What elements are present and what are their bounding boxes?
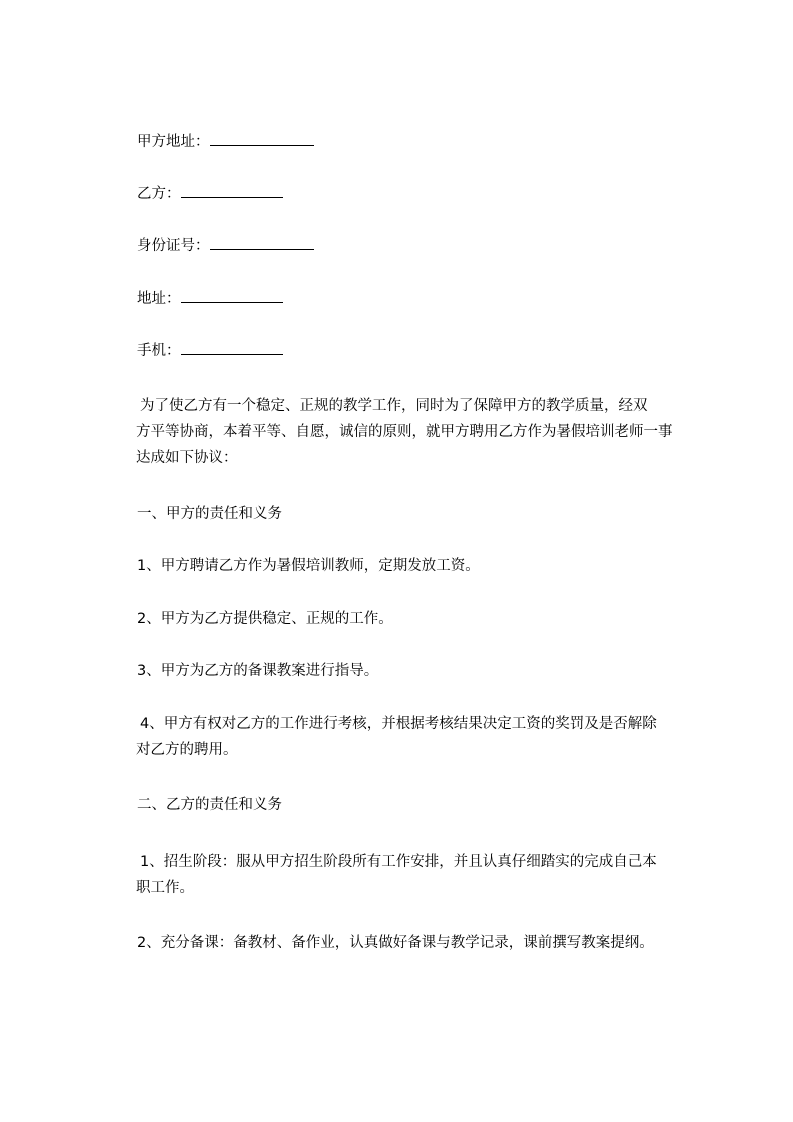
intro-line-1: 为了使乙方有一个稳定、正规的教学工作，同时为了保障甲方的教学质量，经双 bbox=[140, 398, 648, 414]
party-a-address-label: 甲方地址： bbox=[137, 134, 210, 150]
party-a-address-blank bbox=[210, 132, 314, 146]
section-b-heading: 二、乙方的责任和义务 bbox=[137, 797, 282, 813]
section-a-heading: 一、甲方的责任和义务 bbox=[137, 506, 282, 522]
section-a-item-4-line-1: 4、甲方有权对乙方的工作进行考核，并根据考核结果决定工资的奖罚及是否解除 bbox=[140, 716, 657, 732]
phone-blank bbox=[181, 341, 283, 355]
phone-label: 手机： bbox=[137, 343, 181, 359]
section-a-item-4-line-2: 对乙方的聘用。 bbox=[136, 742, 238, 758]
intro-paragraph bbox=[136, 393, 676, 471]
id-number-blank bbox=[210, 236, 314, 250]
address-blank bbox=[181, 289, 283, 303]
section-a-item-4 bbox=[136, 711, 676, 763]
section-b-item-2: 2、充分备课：备教材、备作业，认真做好备课与教学记录，课前撰写教案提纲。 bbox=[137, 935, 654, 951]
intro-line-3: 达成如下协议： bbox=[136, 450, 238, 466]
party-b-label: 乙方： bbox=[137, 186, 181, 202]
party-a-address-line bbox=[137, 132, 314, 152]
section-a-item-1: 1、甲方聘请乙方作为暑假培训教师，定期发放工资。 bbox=[137, 558, 480, 574]
section-b-item-1-line-1: 1、招生阶段：服从甲方招生阶段所有工作安排，并且认真仔细踏实的完成自己本 bbox=[140, 854, 657, 870]
address-line bbox=[137, 289, 283, 309]
party-b-blank bbox=[181, 184, 283, 198]
section-a-item-3: 3、甲方为乙方的备课教案进行指导。 bbox=[137, 663, 379, 679]
section-b-item-1 bbox=[136, 849, 676, 901]
party-b-line bbox=[137, 184, 283, 204]
intro-line-2: 方平等协商，本着平等、自愿，诚信的原则，就甲方聘用乙方作为暑假培训老师一事 bbox=[136, 424, 673, 440]
address-label: 地址： bbox=[137, 291, 181, 307]
id-number-label: 身份证号： bbox=[137, 238, 210, 254]
id-number-line bbox=[137, 236, 314, 256]
phone-line bbox=[137, 341, 283, 361]
section-b-item-1-line-2: 职工作。 bbox=[136, 880, 194, 896]
section-a-item-2: 2、甲方为乙方提供稳定、正规的工作。 bbox=[137, 611, 393, 627]
